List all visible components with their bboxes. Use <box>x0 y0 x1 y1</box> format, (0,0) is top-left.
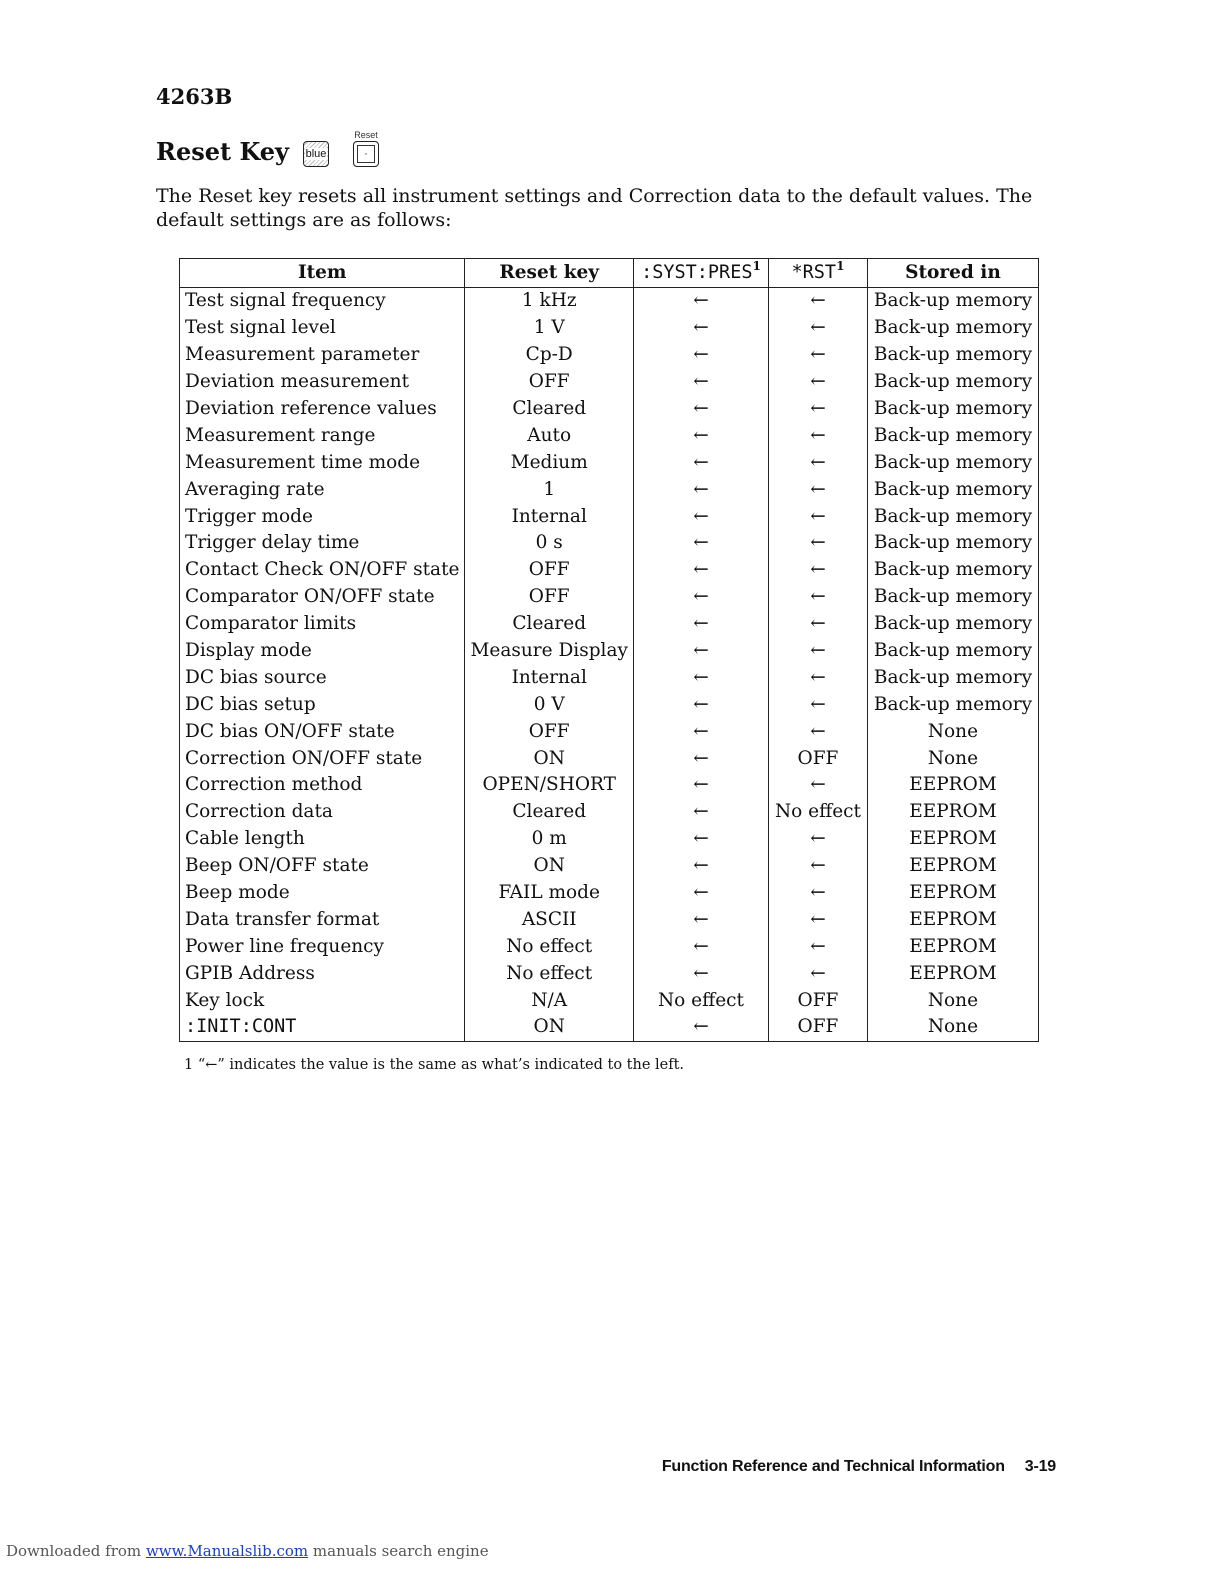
table-row <box>180 880 1039 907</box>
cell-syst-pres: ← <box>633 960 768 987</box>
manualslib-link[interactable]: www.Manualslib.com <box>145 1542 309 1560</box>
table-body <box>180 288 1039 1042</box>
cell-rst: OFF <box>768 745 867 772</box>
header-rst-label: *RST <box>791 262 837 283</box>
cell-reset-key: Cleared <box>465 611 634 638</box>
cell-rst: ← <box>768 449 867 476</box>
cell-stored-in: Back-up memory <box>867 369 1038 396</box>
cell-rst: ← <box>768 906 867 933</box>
table-row <box>180 557 1039 584</box>
cell-item: Test signal frequency <box>180 288 465 315</box>
cell-rst: ← <box>768 288 867 315</box>
cell-item: Display mode <box>180 638 465 665</box>
cell-item: Comparator ON/OFF state <box>180 584 465 611</box>
cell-item: Correction ON/OFF state <box>180 745 465 772</box>
cell-stored-in: Back-up memory <box>867 664 1038 691</box>
download-suffix: manuals search engine <box>312 1542 489 1560</box>
cell-stored-in: Back-up memory <box>867 288 1038 315</box>
header-reset-key: Reset key <box>465 259 634 288</box>
cell-syst-pres: ← <box>633 664 768 691</box>
blue-key <box>303 130 329 167</box>
cell-stored-in: EEPROM <box>867 933 1038 960</box>
table-row <box>180 799 1039 826</box>
cell-stored-in: EEPROM <box>867 880 1038 907</box>
cell-stored-in: EEPROM <box>867 826 1038 853</box>
cell-item: DC bias source <box>180 664 465 691</box>
cell-syst-pres: ← <box>633 853 768 880</box>
cell-item: Deviation reference values <box>180 396 465 423</box>
cell-item: Cable length <box>180 826 465 853</box>
cell-stored-in: Back-up memory <box>867 584 1038 611</box>
cell-item: Averaging rate <box>180 476 465 503</box>
cell-syst-pres: ← <box>633 315 768 342</box>
cell-reset-key: OFF <box>465 369 634 396</box>
cell-item: Trigger delay time <box>180 530 465 557</box>
table-header-row <box>180 259 1039 288</box>
cell-syst-pres: ← <box>633 691 768 718</box>
reset-key-icon <box>353 141 379 167</box>
table-row <box>180 1014 1039 1041</box>
cell-item: Test signal level <box>180 315 465 342</box>
cell-reset-key: No effect <box>465 960 634 987</box>
cell-item: Measurement range <box>180 422 465 449</box>
cell-rst: ← <box>768 503 867 530</box>
cell-syst-pres: ← <box>633 476 768 503</box>
cell-reset-key: 0 V <box>465 691 634 718</box>
cell-rst: ← <box>768 691 867 718</box>
cell-reset-key: ON <box>465 853 634 880</box>
cell-item: GPIB Address <box>180 960 465 987</box>
table-row <box>180 664 1039 691</box>
cell-stored-in: Back-up memory <box>867 476 1038 503</box>
blue-key-icon <box>303 141 329 167</box>
cell-syst-pres: ← <box>633 933 768 960</box>
cell-reset-key: OFF <box>465 557 634 584</box>
cell-reset-key: 1 <box>465 476 634 503</box>
cell-rst: ← <box>768 638 867 665</box>
cell-stored-in: Back-up memory <box>867 422 1038 449</box>
cell-syst-pres: ← <box>633 906 768 933</box>
table-row <box>180 288 1039 315</box>
cell-syst-pres: ← <box>633 342 768 369</box>
cell-reset-key: Cleared <box>465 799 634 826</box>
cell-syst-pres: ← <box>633 396 768 423</box>
table-row <box>180 342 1039 369</box>
cell-reset-key: ON <box>465 1014 634 1041</box>
header-syst-pres <box>633 259 768 288</box>
cell-syst-pres: ← <box>633 772 768 799</box>
cell-item: Measurement parameter <box>180 342 465 369</box>
cell-stored-in: EEPROM <box>867 853 1038 880</box>
cell-rst: ← <box>768 611 867 638</box>
header-rst-footnote-mark: 1 <box>836 259 845 273</box>
cell-item: Measurement time mode <box>180 449 465 476</box>
table-row <box>180 691 1039 718</box>
header-stored-in: Stored in <box>867 259 1038 288</box>
cell-rst: OFF <box>768 1014 867 1041</box>
cell-rst: ← <box>768 718 867 745</box>
cell-stored-in: None <box>867 718 1038 745</box>
section-title: Reset Key <box>156 137 289 166</box>
cell-item: Trigger mode <box>180 503 465 530</box>
cell-stored-in: Back-up memory <box>867 611 1038 638</box>
download-notice <box>6 1542 489 1560</box>
cell-rst: ← <box>768 342 867 369</box>
table-row <box>180 933 1039 960</box>
cell-syst-pres: ← <box>633 422 768 449</box>
table-row <box>180 530 1039 557</box>
cell-rst: ← <box>768 960 867 987</box>
cell-stored-in: Back-up memory <box>867 691 1038 718</box>
table-row <box>180 638 1039 665</box>
cell-rst: ← <box>768 584 867 611</box>
cell-rst: ← <box>768 772 867 799</box>
cell-stored-in: None <box>867 1014 1038 1041</box>
table-row <box>180 396 1039 423</box>
cell-item: Key lock <box>180 987 465 1014</box>
cell-stored-in: EEPROM <box>867 772 1038 799</box>
cell-item: Power line frequency <box>180 933 465 960</box>
cell-reset-key: OFF <box>465 718 634 745</box>
cell-stored-in: Back-up memory <box>867 449 1038 476</box>
cell-item: Correction data <box>180 799 465 826</box>
cell-rst: ← <box>768 880 867 907</box>
intro-paragraph: The Reset key resets all instrument settings and Correction data to the default values. The default settings are as follows: <box>156 185 1033 231</box>
cell-stored-in: Back-up memory <box>867 503 1038 530</box>
cell-rst: ← <box>768 853 867 880</box>
cell-syst-pres: ← <box>633 557 768 584</box>
reset-key-face-label: · <box>364 148 368 160</box>
cell-item: :INIT:CONT <box>180 1014 465 1041</box>
cell-reset-key: ASCII <box>465 906 634 933</box>
table-row <box>180 826 1039 853</box>
table-row <box>180 611 1039 638</box>
cell-item: Data transfer format <box>180 906 465 933</box>
cell-reset-key: 0 s <box>465 530 634 557</box>
cell-rst: ← <box>768 826 867 853</box>
cell-reset-key: No effect <box>465 933 634 960</box>
cell-syst-pres: ← <box>633 369 768 396</box>
cell-rst: ← <box>768 476 867 503</box>
page-footer <box>662 1458 1056 1476</box>
table-row <box>180 987 1039 1014</box>
cell-syst-pres: ← <box>633 638 768 665</box>
cell-item: Deviation measurement <box>180 369 465 396</box>
cell-reset-key: Auto <box>465 422 634 449</box>
cell-rst: No effect <box>768 799 867 826</box>
cell-reset-key: 0 m <box>465 826 634 853</box>
cell-item: DC bias ON/OFF state <box>180 718 465 745</box>
cell-item: Correction method <box>180 772 465 799</box>
cell-syst-pres: ← <box>633 288 768 315</box>
cell-item: Comparator limits <box>180 611 465 638</box>
cell-syst-pres: ← <box>633 826 768 853</box>
cell-syst-pres: ← <box>633 880 768 907</box>
table-row <box>180 476 1039 503</box>
reset-key <box>353 130 379 167</box>
cell-syst-pres: ← <box>633 503 768 530</box>
cell-stored-in: None <box>867 745 1038 772</box>
header-item: Item <box>180 259 465 288</box>
cell-reset-key: N/A <box>465 987 634 1014</box>
table-row <box>180 960 1039 987</box>
page-number: 3-19 <box>1024 1458 1056 1475</box>
cell-stored-in: None <box>867 987 1038 1014</box>
cell-syst-pres: ← <box>633 718 768 745</box>
cell-reset-key: Internal <box>465 664 634 691</box>
cell-syst-pres: No effect <box>633 987 768 1014</box>
table-row <box>180 422 1039 449</box>
cell-reset-key: Measure Display <box>465 638 634 665</box>
table-row <box>180 772 1039 799</box>
cell-syst-pres: ← <box>633 449 768 476</box>
cell-reset-key: 1 kHz <box>465 288 634 315</box>
cell-syst-pres: ← <box>633 745 768 772</box>
cell-syst-pres: ← <box>633 611 768 638</box>
footer-section-title: Function Reference and Technical Information <box>661 1458 1005 1475</box>
cell-syst-pres: ← <box>633 1014 768 1041</box>
cell-reset-key: 1 V <box>465 315 634 342</box>
cell-reset-key: OPEN/SHORT <box>465 772 634 799</box>
reset-settings-table <box>179 258 1039 1042</box>
cell-rst: ← <box>768 396 867 423</box>
cell-rst: ← <box>768 369 867 396</box>
cell-syst-pres: ← <box>633 799 768 826</box>
reset-key-top-label: Reset <box>354 130 378 140</box>
header-syst-pres-footnote-mark: 1 <box>752 259 761 273</box>
table-row <box>180 449 1039 476</box>
cell-item: DC bias setup <box>180 691 465 718</box>
cell-reset-key: Cp-D <box>465 342 634 369</box>
table-row <box>180 853 1039 880</box>
table-row <box>180 503 1039 530</box>
cell-reset-key: Cleared <box>465 396 634 423</box>
cell-reset-key: Medium <box>465 449 634 476</box>
cell-stored-in: Back-up memory <box>867 557 1038 584</box>
cell-stored-in: Back-up memory <box>867 530 1038 557</box>
cell-item: Contact Check ON/OFF state <box>180 557 465 584</box>
table-row <box>180 718 1039 745</box>
blue-key-face-label: blue <box>305 148 327 160</box>
cell-rst: ← <box>768 664 867 691</box>
table-row <box>180 745 1039 772</box>
table-row <box>180 906 1039 933</box>
cell-stored-in: Back-up memory <box>867 396 1038 423</box>
cell-stored-in: EEPROM <box>867 960 1038 987</box>
cell-rst: ← <box>768 557 867 584</box>
section-heading <box>156 130 403 167</box>
cell-rst: OFF <box>768 987 867 1014</box>
cell-stored-in: EEPROM <box>867 799 1038 826</box>
cell-reset-key: FAIL mode <box>465 880 634 907</box>
cell-syst-pres: ← <box>633 584 768 611</box>
cell-rst: ← <box>768 933 867 960</box>
cell-rst: ← <box>768 422 867 449</box>
table-row <box>180 315 1039 342</box>
cell-reset-key: OFF <box>465 584 634 611</box>
footnote: 1 “←” indicates the value is the same as what’s indicated to the left. <box>184 1057 685 1073</box>
cell-stored-in: EEPROM <box>867 906 1038 933</box>
cell-rst: ← <box>768 530 867 557</box>
cell-stored-in: Back-up memory <box>867 638 1038 665</box>
header-syst-pres-label: :SYST:PRES <box>641 262 753 283</box>
cell-stored-in: Back-up memory <box>867 342 1038 369</box>
cell-stored-in: Back-up memory <box>867 315 1038 342</box>
table-row <box>180 369 1039 396</box>
table-row <box>180 584 1039 611</box>
model-number: 4263B <box>156 84 233 109</box>
cell-rst: ← <box>768 315 867 342</box>
cell-item: Beep mode <box>180 880 465 907</box>
cell-syst-pres: ← <box>633 530 768 557</box>
cell-item: Beep ON/OFF state <box>180 853 465 880</box>
header-rst <box>768 259 867 288</box>
cell-reset-key: ON <box>465 745 634 772</box>
download-prefix: Downloaded from <box>6 1542 142 1560</box>
cell-reset-key: Internal <box>465 503 634 530</box>
